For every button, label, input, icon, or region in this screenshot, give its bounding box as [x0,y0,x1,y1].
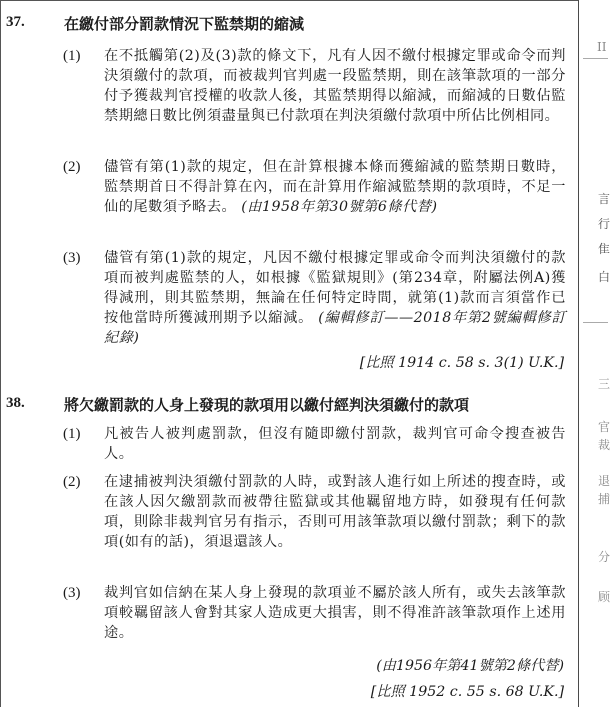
s38-sub2-number: (2) [63,474,81,490]
edge-glyph: 顾 [598,590,610,604]
section-37-number: 37. [6,14,25,30]
s37-sub3-text [104,248,566,348]
section-38-title: 將欠繳罰款的人身上發現的款項用以繳付經判決須繳付的款項 [64,396,470,414]
edge-glyph: 官 [598,420,610,434]
section-37-title: 在繳付部分罰款情況下監禁期的縮減 [64,15,305,33]
s38-sub1-number: (1) [63,426,81,442]
edge-glyph: 三 [598,377,610,391]
s37-sub2-text [104,157,566,217]
edge-glyph: 分 [598,550,610,564]
edge-glyph: 退 [598,474,610,488]
adjacent-page-edge [583,0,608,707]
s38-sub1-body: 凡被告人被判處罰款，但沒有隨即繳付罰款，裁判官可命令搜查被告人。 [104,426,566,462]
s38-sub3-body: 裁判官如信納在某人身上發現的款項並不屬於該人所有，或失去該筆款項較羈留該人會對其家人造成更大損害，則不得准許該筆款項作上述用途。 [104,585,566,641]
edge-rule [583,322,608,323]
edge-glyph: 言 [598,192,610,206]
edge-glyph: 裁 [598,438,610,452]
edge-glyph: 隹 [598,242,610,256]
s37-sub3-number: (3) [63,250,81,266]
s38-sub1-text [104,424,566,464]
top-border [0,0,578,1]
s37-sub3-editorial-note: (編輯修訂——2018年第2號編輯修訂紀錄) [104,310,566,346]
s38-sub2-text [104,472,566,552]
s37-sub1-number: (1) [63,48,81,64]
s38-sub3-number: (3) [63,585,81,601]
s37-citation: [比照 1914 c. 58 s. 3(1) U.K.] [359,355,564,371]
edge-glyph: II [597,40,607,54]
edge-rule [583,58,608,59]
s37-sub2-amendment-note: (由1958年第30號第6條代替) [241,199,438,215]
s37-sub2-number: (2) [63,159,81,175]
s38-sub2-body: 在逮捕被判決須繳付罰款的人時，或對該人進行如上所述的搜查時，或在該人因欠繳罰款而被帶往監獄或其他羈留地方時，如發現有任何款項，則除非裁判官另有指示，否則可用該筆款項以繳付罰款；剩下的款項(如有的話)，須退還該人。 [104,474,566,550]
edge-glyph: 行 [598,217,610,231]
s37-sub1-body: 在不抵觸第(2)及(3)款的條文下，凡有人因不繳付根據定罪或命令而判決須繳付的款項，而被裁判官判處一段監禁期，則在該筆款項的一部分付予獲裁判官授權的收款人後，其監禁期得以縮減，而縮減的日數佔監禁期總日數比例須盡量與已付款項在判決須繳付款項中所佔比例相同。 [104,48,566,124]
s37-sub2-body: 儘管有第(1)款的規定，但在計算根據本條而獲縮減的監禁期日數時，監禁期首日不得計算在內，而在計算用作縮減監禁期的款項時，不足一仙的尾數須予略去。 [104,159,566,215]
section-38-number: 38. [6,395,25,411]
s38-sub3-text [104,583,566,643]
edge-glyph: 白 [598,270,610,284]
s37-sub3-body: 儘管有第(1)款的規定，凡因不繳付根據定罪或命令而判決須繳付的款項而被判處監禁的人，如根據《監獄規則》(第234章，附屬法例A)獲得減刑，則其監禁期，無論在任何特定時間，就第(1)款而言須當作已按他當時所獲減刑期予以縮減。 [104,250,566,326]
s37-sub1-text [104,46,566,126]
edge-glyph: 捕 [598,492,610,506]
s38-citation: [比照 1952 c. 55 s. 68 U.K.] [370,684,564,700]
left-border [0,0,1,707]
s38-amendment-note: (由1956年第41號第2條代替) [376,658,564,674]
